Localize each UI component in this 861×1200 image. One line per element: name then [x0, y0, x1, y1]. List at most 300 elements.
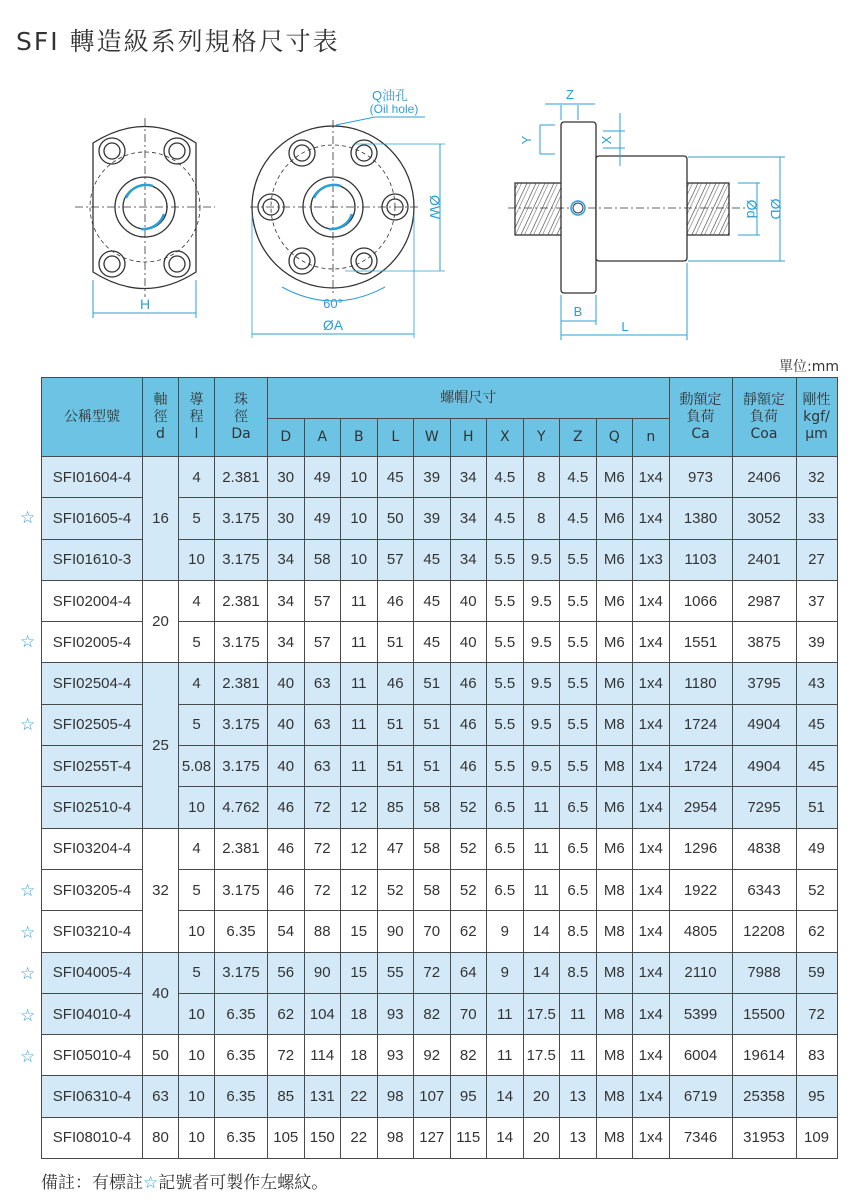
- star-icon: ☆: [20, 507, 36, 528]
- static-load-cell: 2987: [732, 580, 796, 621]
- nut-dim-cell: 62: [268, 993, 305, 1034]
- nut-dim-cell: 70: [450, 993, 487, 1034]
- nut-dim-cell: M8: [596, 869, 633, 910]
- nut-dim-cell: 50: [377, 498, 414, 539]
- lead-cell: 5.08: [179, 746, 215, 787]
- header-nut-col: Q: [596, 419, 633, 457]
- nut-dim-cell: M8: [596, 1076, 633, 1117]
- dynamic-load-cell: 7346: [669, 1117, 732, 1158]
- header-lead: 導 程 l: [179, 378, 215, 457]
- note-prefix: 備註：有標註: [41, 1173, 143, 1193]
- nut-dim-cell: 1x4: [633, 1035, 670, 1076]
- rigidity-cell: 59: [796, 952, 837, 993]
- nut-dim-cell: 20: [523, 1117, 560, 1158]
- model-cell: SFI08010-4: [42, 1117, 143, 1158]
- model-cell: SFI02005-4: [42, 622, 143, 663]
- nut-dim-cell: 1x4: [633, 869, 670, 910]
- nut-dim-cell: 46: [450, 704, 487, 745]
- nut-dim-cell: 20: [523, 1076, 560, 1117]
- nut-dim-cell: 45: [414, 539, 451, 580]
- nut-dim-cell: 14: [487, 1117, 524, 1158]
- star-icon: ☆: [20, 1005, 36, 1026]
- dynamic-load-cell: 1724: [669, 704, 732, 745]
- dynamic-load-cell: 1380: [669, 498, 732, 539]
- dimension-angle: [282, 287, 385, 311]
- rigidity-cell: 33: [796, 498, 837, 539]
- header-ball: 珠 徑 Da: [215, 378, 268, 457]
- nut-dim-cell: 11: [341, 704, 378, 745]
- header-nut-col: X: [487, 419, 524, 457]
- nut-dim-cell: 17.5: [523, 1035, 560, 1076]
- lead-cell: 5: [179, 704, 215, 745]
- nut-dim-cell: 6.5: [560, 787, 597, 828]
- nut-dim-cell: 52: [450, 828, 487, 869]
- oil-hole-label: Q油孔: [371, 88, 409, 103]
- label-Y: Y: [519, 135, 534, 145]
- label-d: Ød: [744, 199, 760, 219]
- static-load-cell: 12208: [732, 911, 796, 952]
- rigidity-cell: 45: [796, 704, 837, 745]
- model-cell: SFI01610-3: [42, 539, 143, 580]
- star-icon: ☆: [20, 1047, 36, 1067]
- nut-dim-cell: 9.5: [523, 539, 560, 580]
- nut-dim-cell: 6.5: [487, 787, 524, 828]
- header-nut-col: D: [268, 419, 305, 457]
- label-A: ØA: [322, 317, 344, 333]
- nut-dim-cell: 46: [450, 746, 487, 787]
- nut-dim-cell: 58: [414, 787, 451, 828]
- model-cell: SFI04010-4: [42, 993, 143, 1034]
- lead-cell: 10: [179, 1076, 215, 1117]
- model-cell: SFI0255T-4: [42, 746, 143, 787]
- header-nut-col: W: [414, 419, 451, 457]
- nut-dim-cell: 5.5: [560, 622, 597, 663]
- nut-dim-cell: 5.5: [560, 539, 597, 580]
- nut-dim-cell: 5.5: [487, 622, 524, 663]
- model-cell: SFI02004-4: [42, 580, 143, 621]
- shaft-diameter-cell: 16: [143, 457, 179, 581]
- static-load-cell: 19614: [732, 1035, 796, 1076]
- nut-dim-cell: 11: [341, 622, 378, 663]
- header-nut-col: B: [341, 419, 378, 457]
- star-icon: ☆: [20, 922, 36, 943]
- nut-dim-cell: 13: [560, 1117, 597, 1158]
- rigidity-cell: 62: [796, 911, 837, 952]
- nut-dim-cell: 4.5: [560, 498, 597, 539]
- nut-dim-cell: 1x4: [633, 498, 670, 539]
- nut-dim-cell: 72: [414, 952, 451, 993]
- header-shaft: 軸 徑 d: [143, 378, 179, 457]
- nut-dim-cell: 1x4: [633, 704, 670, 745]
- lead-cell: 10: [179, 993, 215, 1034]
- model-cell: SFI02505-4: [42, 704, 143, 745]
- label-X: X: [599, 135, 614, 145]
- nut-dim-cell: 47: [377, 828, 414, 869]
- ball-diameter-cell: 6.35: [215, 911, 268, 952]
- rigidity-cell: 72: [796, 993, 837, 1034]
- header-nut-col: n: [633, 419, 670, 457]
- model-cell: SFI02510-4: [42, 787, 143, 828]
- nut-dim-cell: 5.5: [487, 539, 524, 580]
- nut-dim-cell: 34: [450, 539, 487, 580]
- static-load-cell: 4904: [732, 704, 796, 745]
- nut-dim-cell: 85: [377, 787, 414, 828]
- nut-dim-cell: 92: [414, 1035, 451, 1076]
- footnote: [41, 1168, 328, 1193]
- nut-dim-cell: 5.5: [560, 746, 597, 787]
- nut-dim-cell: 11: [341, 663, 378, 704]
- header-model: 公稱型號: [42, 378, 143, 457]
- model-cell: SFI03205-4: [42, 869, 143, 910]
- lead-cell: 4: [179, 580, 215, 621]
- nut-dim-cell: M8: [596, 1117, 633, 1158]
- nut-dim-cell: 39: [414, 457, 451, 498]
- shaft-diameter-cell: 80: [143, 1117, 179, 1158]
- nut-dim-cell: 11: [487, 993, 524, 1034]
- nut-dim-cell: 46: [377, 663, 414, 704]
- ball-diameter-cell: 6.35: [215, 1076, 268, 1117]
- unit-label: 單位:mm: [779, 359, 839, 375]
- nut-dim-cell: 34: [268, 580, 305, 621]
- lead-cell: 10: [179, 787, 215, 828]
- nut-dim-cell: 46: [268, 828, 305, 869]
- nut-dim-cell: 49: [304, 457, 341, 498]
- nut-dim-cell: 11: [487, 1035, 524, 1076]
- nut-dim-cell: 34: [450, 498, 487, 539]
- nut-dim-cell: 22: [341, 1076, 378, 1117]
- nut-dim-cell: 6.5: [487, 869, 524, 910]
- nut-dim-cell: 15: [341, 911, 378, 952]
- lead-cell: 5: [179, 952, 215, 993]
- table-row: [42, 580, 838, 621]
- dynamic-load-cell: 5399: [669, 993, 732, 1034]
- dynamic-load-cell: 6719: [669, 1076, 732, 1117]
- nut-dim-cell: 51: [377, 622, 414, 663]
- nut-dim-cell: 70: [414, 911, 451, 952]
- nut-dim-cell: 14: [523, 952, 560, 993]
- nut-dim-cell: 88: [304, 911, 341, 952]
- dynamic-load-cell: 2110: [669, 952, 732, 993]
- nut-dim-cell: M6: [596, 457, 633, 498]
- nut-dim-cell: 131: [304, 1076, 341, 1117]
- nut-dim-cell: 51: [414, 663, 451, 704]
- nut-dim-cell: 56: [268, 952, 305, 993]
- dynamic-load-cell: 1180: [669, 663, 732, 704]
- nut-dim-cell: M8: [596, 746, 633, 787]
- nut-dim-cell: 1x4: [633, 828, 670, 869]
- nut-dim-cell: 52: [450, 787, 487, 828]
- nut-dim-cell: M6: [596, 787, 633, 828]
- nut-dim-cell: 9.5: [523, 580, 560, 621]
- nut-dim-cell: 10: [341, 498, 378, 539]
- nut-dim-cell: 51: [377, 746, 414, 787]
- nut-dim-cell: 11: [560, 993, 597, 1034]
- nut-dim-cell: 12: [341, 828, 378, 869]
- nut-dim-cell: 6.5: [560, 869, 597, 910]
- nut-dim-cell: 46: [268, 869, 305, 910]
- nut-dim-cell: M8: [596, 704, 633, 745]
- nut-dim-cell: 10: [341, 539, 378, 580]
- nut-dim-cell: 18: [341, 993, 378, 1034]
- header-nut-dims: 螺帽尺寸: [268, 378, 670, 419]
- nut-dim-cell: 127: [414, 1117, 451, 1158]
- label-Z: Z: [566, 87, 574, 102]
- nut-dim-cell: 52: [377, 869, 414, 910]
- nut-dim-cell: 12: [341, 869, 378, 910]
- nut-dim-cell: 40: [450, 622, 487, 663]
- nut-dim-cell: 64: [450, 952, 487, 993]
- nut-dim-cell: 8: [523, 498, 560, 539]
- rigidity-cell: 27: [796, 539, 837, 580]
- nut-dim-cell: 11: [560, 1035, 597, 1076]
- ball-diameter-cell: 3.175: [215, 952, 268, 993]
- static-load-cell: 2401: [732, 539, 796, 580]
- nut-dim-cell: M8: [596, 952, 633, 993]
- nut-dim-cell: 1x4: [633, 746, 670, 787]
- nut-dim-cell: M6: [596, 622, 633, 663]
- rigidity-cell: 39: [796, 622, 837, 663]
- dynamic-load-cell: 1724: [669, 746, 732, 787]
- nut-dim-cell: 57: [377, 539, 414, 580]
- nut-dim-cell: 40: [268, 746, 305, 787]
- nut-dim-cell: 5.5: [560, 580, 597, 621]
- nut-dim-cell: 72: [304, 828, 341, 869]
- nut-dim-cell: 11: [341, 580, 378, 621]
- label-D: ØD: [768, 198, 784, 220]
- nut-dim-cell: M6: [596, 539, 633, 580]
- nut-dim-cell: 1x4: [633, 1076, 670, 1117]
- nut-dim-cell: 45: [414, 580, 451, 621]
- nut-dim-cell: 51: [414, 704, 451, 745]
- nut-side-view: [508, 122, 745, 293]
- nut-dim-cell: 72: [304, 787, 341, 828]
- rigidity-cell: 49: [796, 828, 837, 869]
- dynamic-load-cell: 1103: [669, 539, 732, 580]
- nut-dim-cell: 5.5: [560, 663, 597, 704]
- rigidity-cell: 109: [796, 1117, 837, 1158]
- nut-dim-cell: 9.5: [523, 746, 560, 787]
- table-row: [42, 663, 838, 704]
- nut-dim-cell: 9: [487, 911, 524, 952]
- rigidity-cell: 51: [796, 787, 837, 828]
- star-icon: ☆: [20, 632, 36, 652]
- nut-dim-cell: 45: [377, 457, 414, 498]
- label-B: B: [573, 304, 583, 319]
- nut-dim-cell: 1x4: [633, 993, 670, 1034]
- header-nut-col: Z: [560, 419, 597, 457]
- table-row: [42, 1076, 838, 1117]
- ball-diameter-cell: 2.381: [215, 457, 268, 498]
- nut-dim-cell: 82: [414, 993, 451, 1034]
- nut-dim-cell: 5.5: [560, 704, 597, 745]
- nut-dim-cell: 34: [268, 539, 305, 580]
- nut-dim-cell: 150: [304, 1117, 341, 1158]
- model-cell: SFI03210-4: [42, 911, 143, 952]
- nut-dim-cell: 30: [268, 457, 305, 498]
- label-W: ØW: [427, 194, 443, 220]
- nut-dim-cell: 52: [450, 869, 487, 910]
- nut-dim-cell: 40: [450, 580, 487, 621]
- nut-dim-cell: 1x4: [633, 622, 670, 663]
- header-nut-col: L: [377, 419, 414, 457]
- rigidity-cell: 45: [796, 746, 837, 787]
- nut-dim-cell: 5.5: [487, 580, 524, 621]
- header-nut-col: A: [304, 419, 341, 457]
- nut-dim-cell: 1x4: [633, 663, 670, 704]
- nut-dim-cell: 93: [377, 993, 414, 1034]
- nut-dim-cell: 115: [450, 1117, 487, 1158]
- nut-dim-cell: 55: [377, 952, 414, 993]
- table-row: [42, 1117, 838, 1158]
- nut-dim-cell: 18: [341, 1035, 378, 1076]
- nut-dim-cell: 49: [304, 498, 341, 539]
- technical-drawing: [0, 80, 861, 350]
- nut-dim-cell: 58: [414, 828, 451, 869]
- nut-dim-cell: 14: [487, 1076, 524, 1117]
- model-cell: SFI05010-4: [42, 1035, 143, 1076]
- shaft-diameter-cell: 40: [143, 952, 179, 1035]
- nut-dim-cell: 4.5: [560, 457, 597, 498]
- nut-dim-cell: 72: [304, 869, 341, 910]
- rigidity-cell: 32: [796, 457, 837, 498]
- nut-dim-cell: 11: [523, 869, 560, 910]
- nut-dim-cell: 104: [304, 993, 341, 1034]
- spec-table: [41, 377, 838, 1159]
- nut-dim-cell: 39: [414, 498, 451, 539]
- ball-diameter-cell: 6.35: [215, 1035, 268, 1076]
- shaft-diameter-cell: 63: [143, 1076, 179, 1117]
- nut-dim-cell: 30: [268, 498, 305, 539]
- label-H: H: [139, 296, 151, 312]
- label-L: L: [621, 319, 629, 334]
- table-row: [42, 952, 838, 993]
- model-cell: SFI01604-4: [42, 457, 143, 498]
- star-icon: ☆: [143, 1173, 159, 1193]
- nut-dim-cell: 9.5: [523, 663, 560, 704]
- nut-dim-cell: 63: [304, 746, 341, 787]
- dynamic-load-cell: 6004: [669, 1035, 732, 1076]
- nut-dim-cell: 46: [450, 663, 487, 704]
- nut-dim-cell: 107: [414, 1076, 451, 1117]
- nut-dim-cell: 1x4: [633, 911, 670, 952]
- rigidity-cell: 37: [796, 580, 837, 621]
- nut-dim-cell: 114: [304, 1035, 341, 1076]
- static-load-cell: 31953: [732, 1117, 796, 1158]
- header-nut-col: Y: [523, 419, 560, 457]
- static-load-cell: 3052: [732, 498, 796, 539]
- ball-diameter-cell: 6.35: [215, 1117, 268, 1158]
- nut-dim-cell: 6.5: [560, 828, 597, 869]
- header-nut-col: H: [450, 419, 487, 457]
- nut-dim-cell: 34: [268, 622, 305, 663]
- dynamic-load-cell: 1296: [669, 828, 732, 869]
- lead-cell: 5: [179, 622, 215, 663]
- nut-dim-cell: 9.5: [523, 622, 560, 663]
- label-angle: 60°: [323, 296, 343, 311]
- static-load-cell: 4838: [732, 828, 796, 869]
- ball-diameter-cell: 2.381: [215, 828, 268, 869]
- nut-dim-cell: 11: [523, 787, 560, 828]
- static-load-cell: 6343: [732, 869, 796, 910]
- lead-cell: 5: [179, 869, 215, 910]
- flange-front-view-cut: [75, 118, 215, 297]
- nut-dim-cell: 98: [377, 1076, 414, 1117]
- nut-dim-cell: 45: [414, 622, 451, 663]
- star-icon: ☆: [20, 964, 36, 984]
- shaft-diameter-cell: 25: [143, 663, 179, 828]
- nut-dim-cell: 105: [268, 1117, 305, 1158]
- nut-dim-cell: 57: [304, 580, 341, 621]
- nut-dim-cell: 63: [304, 663, 341, 704]
- static-load-cell: 15500: [732, 993, 796, 1034]
- nut-dim-cell: 12: [341, 787, 378, 828]
- nut-dim-cell: M6: [596, 580, 633, 621]
- model-cell: SFI03204-4: [42, 828, 143, 869]
- nut-dim-cell: 1x3: [633, 539, 670, 580]
- lead-cell: 4: [179, 663, 215, 704]
- nut-dim-cell: 90: [377, 911, 414, 952]
- table-row: [42, 457, 838, 498]
- nut-dim-cell: 57: [304, 622, 341, 663]
- lead-cell: 10: [179, 1117, 215, 1158]
- lead-cell: 4: [179, 828, 215, 869]
- header-dynamic-load: 動額定 負荷 Ca: [669, 378, 732, 457]
- nut-dim-cell: 54: [268, 911, 305, 952]
- nut-dim-cell: 51: [414, 746, 451, 787]
- dynamic-load-cell: 973: [669, 457, 732, 498]
- nut-dim-cell: 14: [523, 911, 560, 952]
- nut-dim-cell: 6.5: [487, 828, 524, 869]
- header-static-load: 靜額定 負荷 Coa: [732, 378, 796, 457]
- ball-diameter-cell: 6.35: [215, 993, 268, 1034]
- lead-cell: 5: [179, 498, 215, 539]
- nut-dim-cell: 51: [377, 704, 414, 745]
- nut-dim-cell: 82: [450, 1035, 487, 1076]
- nut-dim-cell: M8: [596, 911, 633, 952]
- static-load-cell: 7988: [732, 952, 796, 993]
- nut-dim-cell: 1x4: [633, 787, 670, 828]
- lead-cell: 10: [179, 539, 215, 580]
- shaft-diameter-cell: 32: [143, 828, 179, 952]
- dynamic-load-cell: 1922: [669, 869, 732, 910]
- star-icon: ☆: [20, 715, 36, 735]
- nut-dim-cell: 63: [304, 704, 341, 745]
- ball-diameter-cell: 4.762: [215, 787, 268, 828]
- nut-dim-cell: 1x4: [633, 952, 670, 993]
- nut-dim-cell: 1x4: [633, 457, 670, 498]
- lead-cell: 10: [179, 911, 215, 952]
- model-cell: SFI04005-4: [42, 952, 143, 993]
- note-suffix: 記號者可製作左螺紋。: [158, 1173, 329, 1193]
- nut-dim-cell: 8: [523, 457, 560, 498]
- ball-diameter-cell: 3.175: [215, 869, 268, 910]
- nut-dim-cell: 93: [377, 1035, 414, 1076]
- nut-dim-cell: 22: [341, 1117, 378, 1158]
- nut-dim-cell: M6: [596, 498, 633, 539]
- nut-dim-cell: 72: [268, 1035, 305, 1076]
- nut-dim-cell: 62: [450, 911, 487, 952]
- ball-diameter-cell: 2.381: [215, 580, 268, 621]
- nut-dim-cell: 5.5: [487, 746, 524, 787]
- nut-dim-cell: 8.5: [560, 952, 597, 993]
- nut-dim-cell: 10: [341, 457, 378, 498]
- page-title: SFI 轉造級系列規格尺寸表: [16, 27, 340, 56]
- lead-cell: 10: [179, 1035, 215, 1076]
- nut-dim-cell: M6: [596, 828, 633, 869]
- ball-diameter-cell: 3.175: [215, 498, 268, 539]
- nut-dim-cell: 15: [341, 952, 378, 993]
- nut-dim-cell: 9.5: [523, 704, 560, 745]
